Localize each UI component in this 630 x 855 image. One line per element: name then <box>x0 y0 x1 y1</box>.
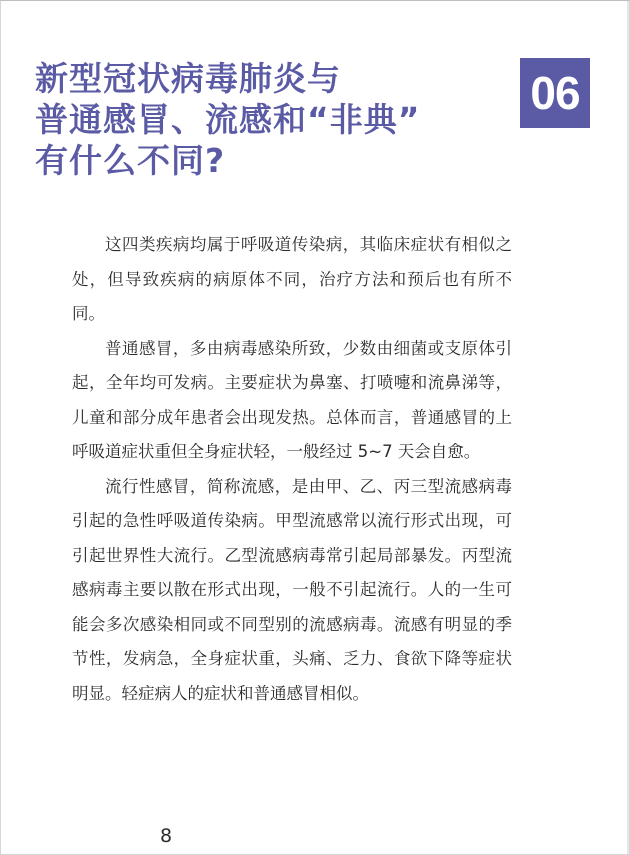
title-line-2: 普通感冒、流感和“非典” <box>35 100 421 139</box>
paragraph-common-cold: 普通感冒，多由病毒感染所致，少数由细菌或支原体引起，全年均可发病。主要症状为鼻塞、打喷嚏和流鼻涕等，儿童和部分成年患者会出现发热。总体而言，普通感冒的上呼吸道症状重但全身症状轻，一般经过 5~7 天会自愈。 <box>72 338 512 461</box>
title-line-1: 新型冠状病毒肺炎与 <box>35 59 341 98</box>
paragraph-intro: 这四类疾病均属于呼吸道传染病，其临床症状有相似之处，但导致疾病的病原体不同，治疗方法和预后也有所不同。 <box>72 235 512 323</box>
page-title <box>35 58 505 181</box>
body-text <box>72 228 512 711</box>
page-number: 8 <box>160 825 173 847</box>
paragraph-influenza: 流行性感冒，简称流感，是由甲、乙、丙三型流感病毒引起的急性呼吸道传染病。甲型流感常以流行形式出现，可引起世界性大流行。乙型流感病毒常引起局部暴发。丙型流感病毒主要以散在形式出现，一般不引起流行。人的一生可能会多次感染相同或不同型别的流感病毒。流感有明显的季节性，发病急，全身症状重，头痛、乏力、食欲下降等症状明显。轻症病人的症状和普通感冒相似。 <box>72 476 512 703</box>
section-number-badge: 06 <box>520 58 590 128</box>
title-line-3: 有什么不同? <box>35 141 226 180</box>
